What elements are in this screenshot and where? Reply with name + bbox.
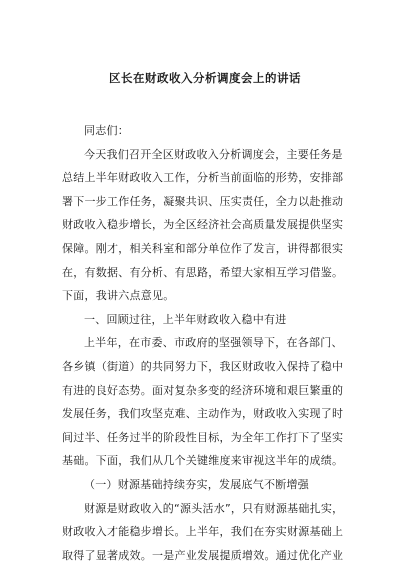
text-line: 财政收入才能稳步增长。上半年，我们在夯实财源基础上 [62,525,344,539]
document-title: 区长在财政收入分析调度会上的讲话 [109,71,301,85]
text-line: 保障。刚才，相关科室和部分单位作了发言，讲得都很实 [62,241,344,255]
text-line: 取得了显著成效。一是产业发展提质增效。通过优化产业 [62,548,344,562]
text-line: 今天我们召开全区财政收入分析调度会，主要任务是 [84,147,343,161]
text-line: 同志们： [84,124,129,137]
text-line: 发展任务，我们攻坚克难、主动作为，财政收入实现了时 [62,407,344,421]
text-line: 间过半、任务过半的阶段性目标，为全年工作打下了坚实 [62,430,344,444]
text-line: 一、回顾过往，上半年财政收入稳中有进 [84,312,287,326]
document-body [62,119,362,567]
text-line: 基础。下面，我们从几个关键维度来审视这半年的成绩。 [62,454,344,468]
text-line: 有进的良好态势。面对复杂多变的经济环境和艰巨繁重的 [62,383,344,397]
text-line: 总结上半年财政收入工作，分析当前面临的形势，安排部 [62,171,344,185]
text-line: 在，有数据、有分析、有思路，希望大家相互学习借鉴。 [62,265,344,279]
text-line: 署下一步工作任务，凝聚共识、压实责任，全力以赴推动 [62,194,344,208]
text-line: 财政收入稳步增长，为全区经济社会高质量发展提供坚实 [62,218,344,232]
text-line: 上半年，在市委、市政府的坚强领导下，在各部门、 [84,336,343,350]
text-line: （一）财源基础持续夯实，发展底气不断增强 [84,477,309,491]
text-line: 财源是财政收入的“源头活水”，只有财源基础扎实， [84,501,344,515]
text-line: 下面，我讲六点意见。 [62,289,175,303]
text-line: 各乡镇（街道）的共同努力下，我区财政收入保持了稳中 [62,359,344,373]
